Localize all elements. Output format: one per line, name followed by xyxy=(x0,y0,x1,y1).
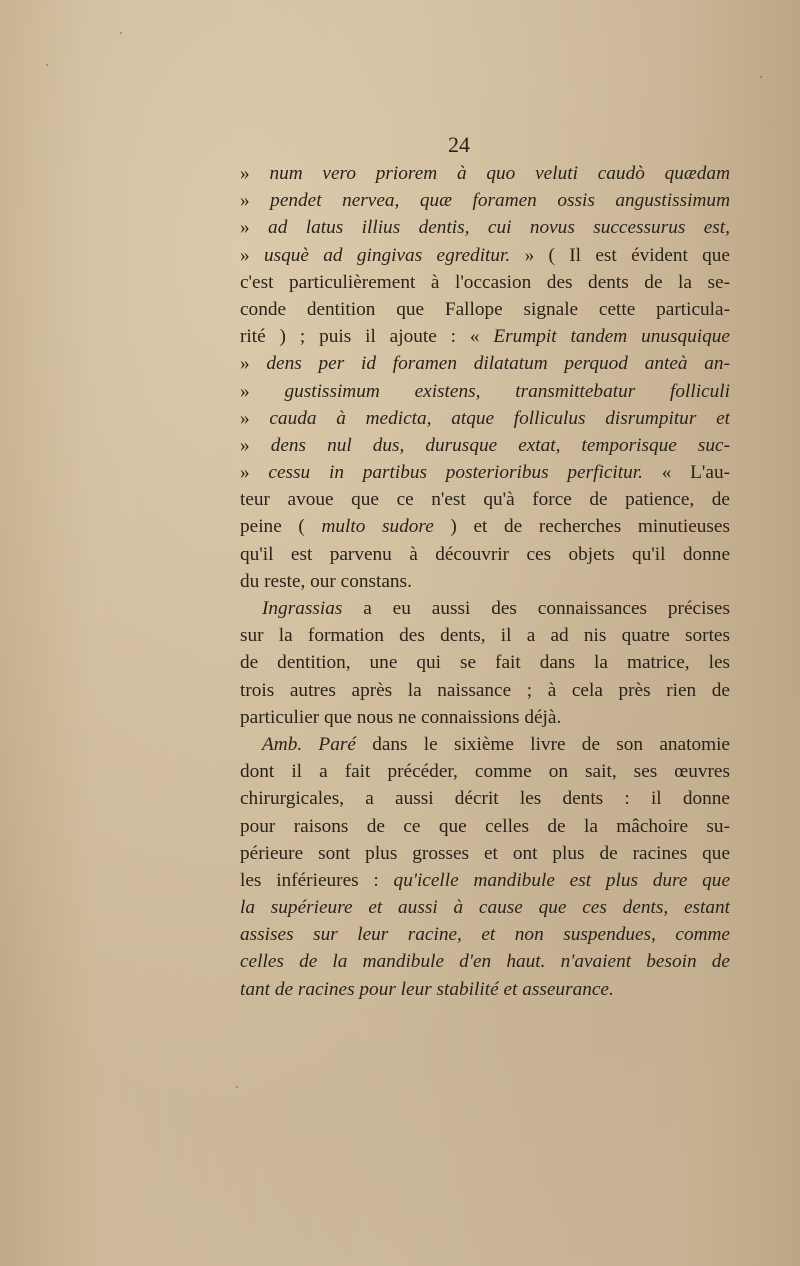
italic-text: Erumpit tandem unusquique xyxy=(493,326,730,348)
roman-text: » xyxy=(240,163,270,184)
italic-text: num vero priorem à quo veluti caudò quædam xyxy=(269,163,730,184)
roman-text: les inférieures : xyxy=(240,869,394,891)
text-line xyxy=(240,921,730,948)
roman-text: » ( Il est évident que xyxy=(510,244,730,266)
italic-text: dens per id foramen dilatatum perquod anteà an- xyxy=(266,353,730,375)
roman-text: c'est particulièrement à l'occasion des dents de la se- xyxy=(240,271,730,293)
roman-text: » xyxy=(240,244,264,266)
body-text xyxy=(240,160,730,1003)
roman-text: trois autres après la naissance ; à cela près rien de xyxy=(240,679,730,701)
roman-text: chirurgicales, a aussi décrit les dents : il donne xyxy=(240,788,730,810)
text-line xyxy=(240,541,730,568)
paper-speck xyxy=(236,1086,238,1088)
roman-text: « L'au- xyxy=(642,462,730,484)
text-line xyxy=(240,214,730,241)
roman-text: » xyxy=(240,190,271,212)
roman-text: dans le sixième livre de son anatomie xyxy=(355,733,730,755)
italic-text: dens nul dus, durusque extat, temporisque suc- xyxy=(270,434,730,456)
italic-text: qu'icelle mandibule est plus dure que xyxy=(393,869,730,891)
text-line xyxy=(240,242,730,269)
italic-text: ad latus illius dentis, cui novus successurus est, xyxy=(268,217,730,239)
text-line xyxy=(240,677,730,704)
text-line xyxy=(240,622,730,649)
text-line xyxy=(240,976,730,1003)
italic-text: multo sudore xyxy=(321,516,434,538)
roman-text: pour raisons de ce que celles de la mâchoire su- xyxy=(240,815,730,837)
text-line xyxy=(240,350,730,377)
roman-text: » xyxy=(240,380,285,402)
italic-text: assises sur leur racine, et non suspendues, comme xyxy=(240,924,730,946)
text-line xyxy=(240,187,730,214)
text-line xyxy=(240,432,730,459)
text-line xyxy=(240,894,730,921)
italic-text: tant de racines pour leur stabilité et asseurance. xyxy=(240,978,614,1000)
roman-text: » xyxy=(240,217,269,239)
text-line xyxy=(240,296,730,323)
text-line xyxy=(240,513,730,540)
roman-text: périeure sont plus grosses et ont plus de racines que xyxy=(240,842,730,864)
text-line xyxy=(240,867,730,894)
text-line xyxy=(240,568,730,595)
italic-text: celles de la mandibule d'en haut. n'avaient besoin de xyxy=(240,951,730,973)
text-line xyxy=(240,813,730,840)
roman-text: rité ) ; puis il ajoute : « xyxy=(240,326,494,348)
text-line xyxy=(240,840,730,867)
italic-text: cauda à medicta, atque folliculus disrumpitur et xyxy=(269,407,730,429)
italic-text: la supérieure et aussi à cause que ces dents, estant xyxy=(240,897,730,919)
roman-text: du reste, our constans. xyxy=(240,570,412,592)
italic-text: pendet nervea, quæ foramen ossis angustissimum xyxy=(270,190,730,212)
paper-speck xyxy=(120,32,122,34)
paper-speck xyxy=(46,64,48,66)
text-line xyxy=(240,486,730,513)
roman-text: qu'il est parvenu à découvrir ces objets qu'il donne xyxy=(240,543,730,565)
roman-text: » xyxy=(240,462,269,484)
text-line xyxy=(240,948,730,975)
roman-text: peine ( xyxy=(240,516,322,538)
roman-text: teur avoue que ce n'est qu'à force de patience, de xyxy=(240,489,730,511)
roman-text: a eu aussi des connaissances précises xyxy=(342,598,730,619)
italic-text: Amb. Paré xyxy=(262,733,356,755)
roman-text: conde dentition que Fallope signale cette particula- xyxy=(240,298,730,320)
text-line xyxy=(240,378,730,405)
italic-text: Ingrassias xyxy=(262,598,343,619)
text-line xyxy=(240,160,730,187)
text-line xyxy=(240,405,730,432)
roman-text: » xyxy=(240,407,270,429)
text-line xyxy=(240,323,730,350)
text-line xyxy=(240,785,730,812)
italic-text: gustissimum existens, transmittebatur folliculi xyxy=(284,380,730,402)
text-line xyxy=(240,269,730,296)
text-line xyxy=(240,595,730,622)
italic-text: cessu in partibus posterioribus perficitur. xyxy=(268,462,643,484)
text-line xyxy=(240,731,730,758)
page-number: 24 xyxy=(448,132,470,157)
roman-text: sur la formation des dents, il a ad nis quatre sortes xyxy=(240,625,730,647)
text-line xyxy=(240,704,730,731)
roman-text: dont il a fait précéder, comme on sait, ses œuvres xyxy=(240,761,730,783)
roman-text: particulier que nous ne connaissions déjà. xyxy=(240,706,562,728)
roman-text: » xyxy=(240,353,267,375)
text-line xyxy=(240,758,730,785)
text-line xyxy=(240,649,730,676)
italic-text: usquè ad gingivas egreditur. xyxy=(263,244,511,266)
paper-speck xyxy=(760,76,762,78)
text-line xyxy=(240,459,730,486)
roman-text: de dentition, une qui se fait dans la matrice, les xyxy=(240,652,730,674)
roman-text: ) et de recherches minutieuses xyxy=(433,516,730,538)
roman-text: » xyxy=(240,434,271,456)
